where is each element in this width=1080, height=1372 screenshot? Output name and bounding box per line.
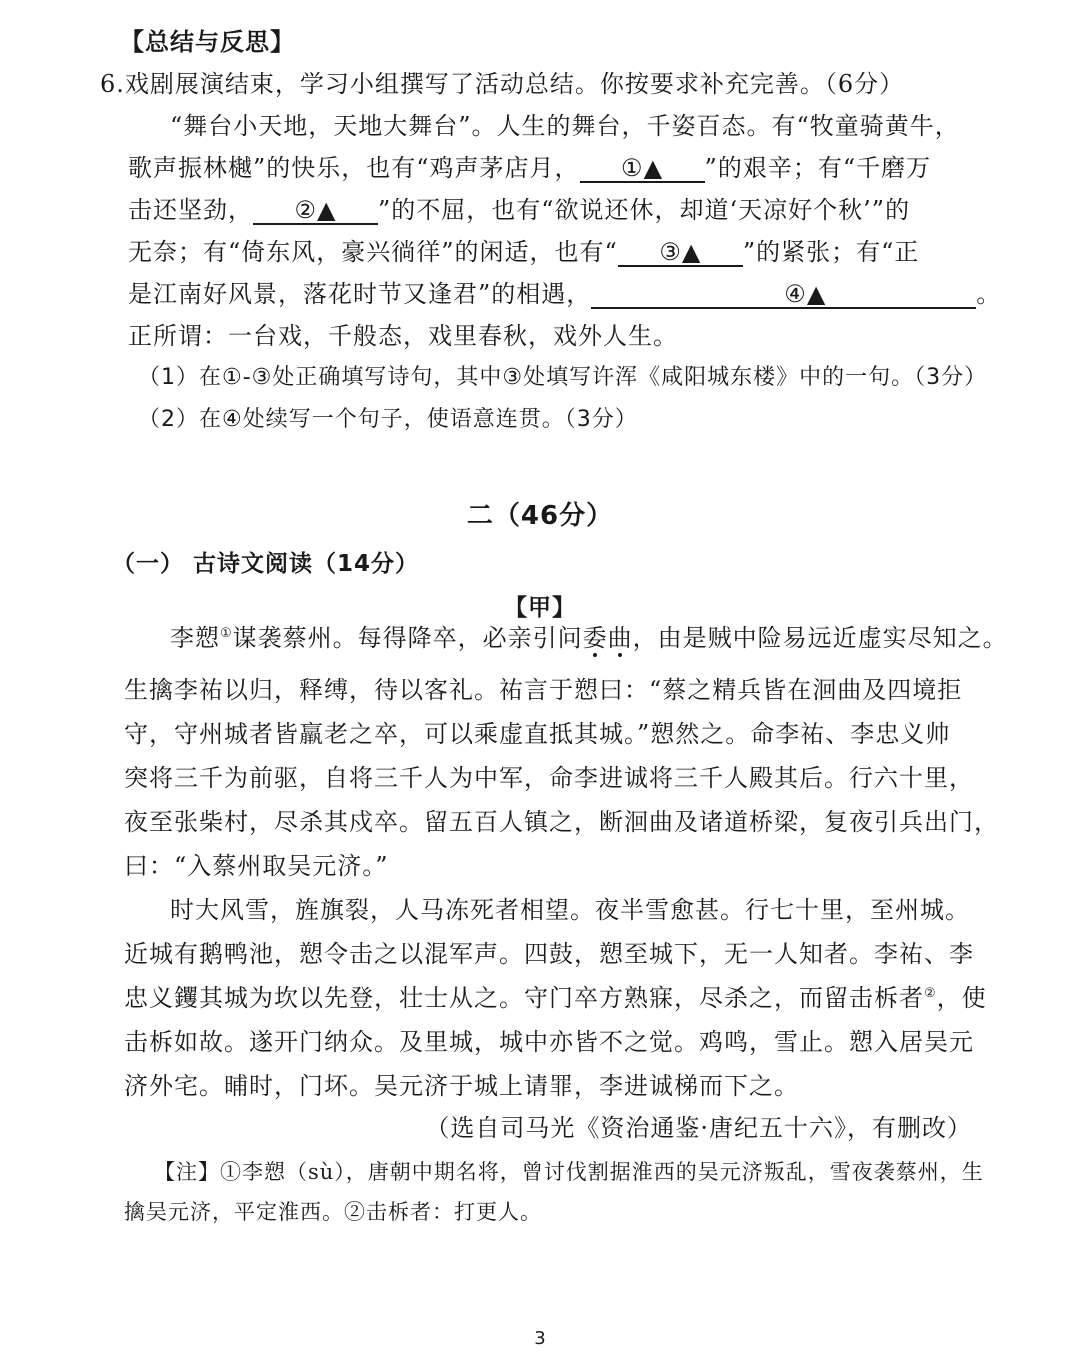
text-segment: 。 [976,280,1002,308]
summary-line-2 [128,152,931,184]
passage-line-10: 击柝如故。遂开门纳众。及里城，城中亦皆不之觉。鸡鸣，雪止。愬入居吴元 [124,1028,974,1056]
passage-line-6: 曰：“入蔡州取吴元济。” [124,852,389,880]
text-segment: 忠义钁其城为坎以先登，壮士从之。守门卒方熟寐，尽杀之，而留击柝者 [124,984,924,1012]
text-segment: ，由是贼中险易远近虚实尽知之。 [632,624,1008,652]
summary-heading: 【总结与反思】 [120,28,295,56]
passage-line-3: 守，守州城者皆羸老之卒，可以乘虚直抵其城。”愬然之。命李祐、李忠义帅 [124,720,951,748]
passage-label-jia: 【甲】 [504,595,576,621]
note-line-2: 擒吴元济，平定淮西。②击柝者：打更人。 [124,1200,542,1224]
text-segment: ”的紧张；有“正 [742,238,920,266]
summary-line-1: “舞台小天地，天地大舞台”。人生的舞台，千姿百态。有“牧童骑黄牛， [170,112,960,140]
passage-line-9 [124,982,987,1014]
note-line-1: 【注】①李愬（sù），唐朝中期名将，曾讨伐割据淮西的吴元济叛乱，雪夜袭蔡州，生 [154,1160,984,1184]
passage-line-4: 突将三千为前驱，自将三千人为中军，命李进诚将三千人殿其后。行六十里， [124,764,974,792]
passage-line-5: 夜至张柴村，尽杀其戍卒。留五百人镇之，断洄曲及诸道桥梁，复夜引兵出门， [124,808,999,836]
page-number: 3 [534,1328,546,1349]
passage-line-7: 时大风雪，旌旗裂，人马冻死者相望。夜半雪愈甚。行七十里，至州城。 [170,896,970,924]
text-segment: ”的艰辛；有“千磨万 [704,154,932,182]
text-segment: ”的不屈，也有“欲说还休，却道‘天凉好个秋’”的 [378,196,911,224]
blank-1: ①▲ [580,155,705,183]
passage-source: （选自司马光《资治通鉴·唐纪五十六》，有删改） [425,1114,972,1142]
footnote-marker-2: ② [924,986,937,1001]
sub-question-1: （1）在①-③处正确填写诗句，其中③处填写许浑《咸阳城东楼》中的一句。（3分） [138,365,988,390]
emphasis-char: 曲 [607,624,633,652]
text-segment: 李愬 [170,624,220,652]
question-6: 6.戏剧展演结束，学习小组撰写了活动总结。你按要求补充完善。（6分） [100,70,905,98]
passage-line-8: 近城有鹅鸭池，愬令击之以混军声。四鼓，愬至城下，无一人知者。李祐、李 [124,940,974,968]
emphasis-char: 委 [582,624,608,652]
text-segment: 是江南好风景，落花时节又逢君”的相遇， [128,280,592,308]
summary-line-6: 正所谓：一台戏，千般态，戏里春秋，戏外人生。 [128,322,678,350]
passage-line-2: 生擒李祐以归，释缚，待以客礼。祐言于愬曰：“蔡之精兵皆在洄曲及四境拒 [124,676,963,704]
blank-4 [591,281,976,309]
summary-line-5 [128,278,1001,310]
text-segment: 无奈；有“倚东风，豪兴徜徉”的闲适，也有“ [128,238,618,266]
footnote-marker-1: ① [220,626,233,641]
passage-line-1 [170,622,1008,654]
sub-question-2: （2）在④处续写一个句子，使语意连贯。（3分） [138,407,638,432]
part-1-title: （一） 古诗文阅读（14分） [112,551,420,577]
passage-line-11: 济外宅。晡时，门坏。吴元济于城上请罪，李进诚梯而下之。 [124,1072,799,1100]
blank-3: ③▲ [618,239,743,267]
summary-line-4 [128,236,919,268]
text-segment: ，使 [936,984,987,1012]
blank-2: ②▲ [253,197,378,225]
blank-4-label: ④▲ [784,280,827,308]
summary-line-3 [128,194,910,226]
text-segment: 谋袭蔡州。每得降卒，必亲引问 [232,624,583,652]
text-segment: 击还坚劲， [128,196,253,224]
section-2-title: 二（46分） [466,501,614,531]
text-segment: 歌声振林樾”的快乐，也有“鸡声茅店月， [128,154,580,182]
